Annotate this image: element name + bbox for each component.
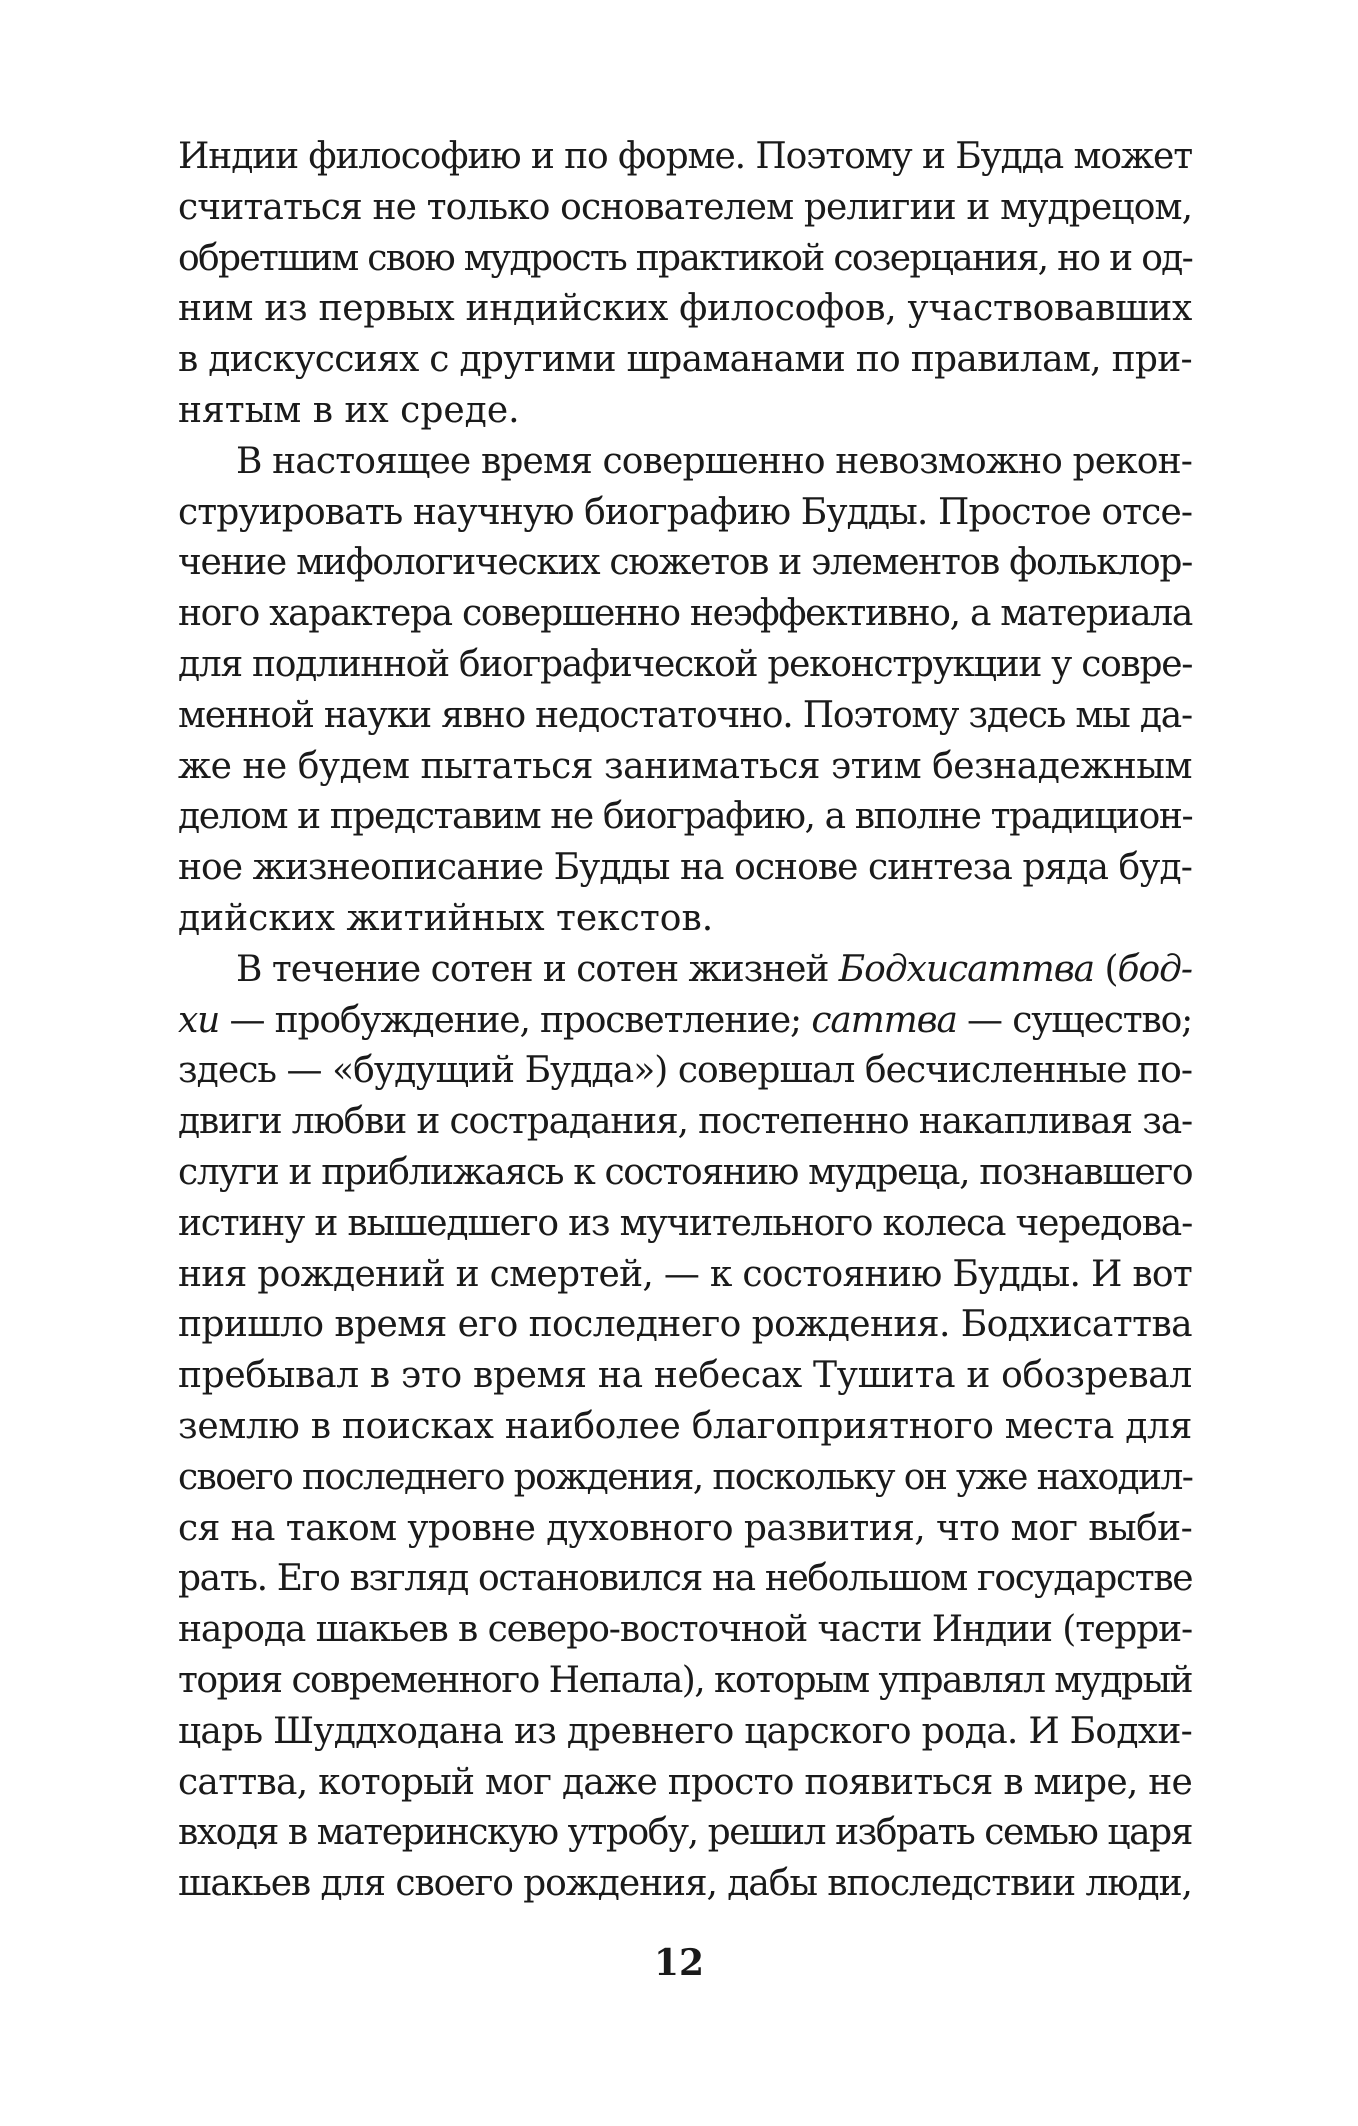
text-line: дийских житийных текстов. <box>178 897 714 939</box>
text-line: саттва, который мог даже просто появиться в мире, не <box>178 1761 1193 1803</box>
text-line: В течение сотен и сотен жизней Бодхисаттва (бод- <box>236 948 1192 990</box>
text-line: менной науки явно недостаточно. Поэтому здесь мы да- <box>178 694 1192 736</box>
text-line: в дискуссиях с другими шраманами по правилам, при- <box>178 339 1192 381</box>
text-line: для подлинной биографической реконструкции у совре- <box>178 643 1193 685</box>
text-line: считаться не только основателем религии и мудрецом, <box>178 186 1193 228</box>
text-line: ся на таком уровне духовного развития, что мог выби- <box>178 1507 1193 1549</box>
text-line: чение мифологических сюжетов и элементов фольклор- <box>178 542 1192 584</box>
text-line: слуги и приближаясь к состоянию мудреца, познавшего <box>178 1151 1193 1193</box>
text-line: землю в поисках наиболее благоприятного места для <box>178 1405 1192 1447</box>
text-line: пребывал в это время на небесах Тушита и обозревал <box>178 1355 1192 1397</box>
text-line: делом и представим не биографию, а вполне традицион- <box>178 796 1193 838</box>
text-line: двиги любви и сострадания, постепенно накапливая за- <box>178 1101 1192 1143</box>
text-line: шакьев для своего рождения, дабы впоследствии люди, <box>178 1863 1192 1905</box>
text-line: Индии философию и по форме. Поэтому и Будда может <box>178 136 1193 177</box>
text-line: здесь — «будущий Будда») совершал бесчисленные по- <box>178 1050 1193 1092</box>
text-line: тория современного Непала), которым управлял мудрый <box>178 1659 1192 1701</box>
text-line: ное жизнеописание Будды на основе синтеза ряда буд- <box>178 847 1192 889</box>
text-line: струировать научную биографию Будды. Простое отсе- <box>178 491 1193 533</box>
text-line: хи — пробуждение, просветление; саттва — существо; <box>178 999 1193 1041</box>
text-line: В настоящее время совершенно невозможно рекон- <box>236 440 1192 482</box>
text-line: царь Шуддходана из древнего царского рода. И Бодхи- <box>178 1710 1192 1752</box>
text-line: истину и вышедшего из мучительного колеса чередова- <box>178 1202 1193 1244</box>
text-line: нятым в их среде. <box>178 389 520 431</box>
text-line: ния рождений и смертей, — к состоянию Будды. И вот <box>178 1253 1193 1295</box>
page-number: 12 <box>653 1942 705 1984</box>
text-line: своего последнего рождения, поскольку он уже находил- <box>178 1456 1193 1498</box>
text-line: же не будем пытаться заниматься этим безнадежным <box>178 745 1192 787</box>
text-line: пришло время его последнего рождения. Бодхисаттва <box>178 1304 1192 1346</box>
text-line: рать. Его взгляд остановился на небольшом государстве <box>178 1558 1193 1600</box>
text-line: народа шакьев в северо-восточной части Индии (терри- <box>178 1609 1193 1651</box>
text-line: ного характера совершенно неэффективно, а материала <box>178 593 1192 635</box>
text-line: входя в материнскую утробу, решил избрать семью царя <box>178 1812 1192 1854</box>
body-text <box>178 132 1192 1910</box>
text-line: ним из первых индийских философов, участвовавших <box>178 288 1192 330</box>
text-line: обретшим свою мудрость практикой созерцания, но и од- <box>178 237 1193 279</box>
